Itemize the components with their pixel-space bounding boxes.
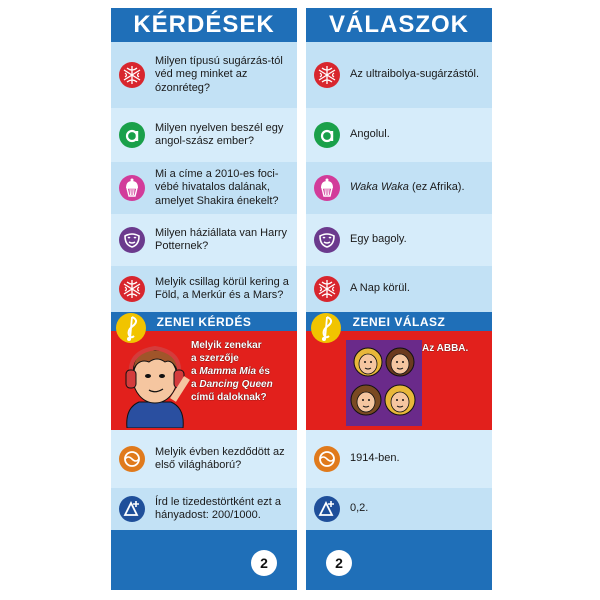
card-header-answers: VÁLASZOK bbox=[306, 8, 492, 42]
cinema-mask-icon bbox=[118, 226, 146, 254]
boy-headphones-illustration bbox=[117, 338, 193, 428]
question-row[interactable] bbox=[111, 488, 297, 530]
math-triangle-icon bbox=[118, 495, 146, 523]
question-text: Melyik csillag körül kering a Föld, a Merkúr és a Mars? bbox=[155, 275, 289, 301]
question-row[interactable] bbox=[111, 108, 297, 162]
music-question-line: a Dancing Queen bbox=[191, 379, 273, 390]
answer-text: Waka Waka (ez Afrika). bbox=[350, 181, 465, 194]
answer-text: Az ultraibolya-sugárzástól. bbox=[350, 68, 480, 81]
answer-row[interactable] bbox=[306, 430, 492, 488]
card-header-questions: KÉRDÉSEK bbox=[111, 8, 297, 42]
answer-text: A Nap körül. bbox=[350, 282, 410, 295]
history-icon bbox=[313, 445, 341, 473]
math-triangle-icon bbox=[313, 495, 341, 523]
music-answer-title: ZENEI VÁLASZ bbox=[306, 312, 492, 331]
music-question-line: a szerzője bbox=[191, 353, 239, 364]
music-note-icon bbox=[310, 312, 342, 344]
question-text: Milyen típusú sugárzás-tól véd meg minket az ózonréteg? bbox=[155, 54, 283, 94]
question-row[interactable] bbox=[111, 266, 297, 312]
music-question-band bbox=[111, 312, 297, 430]
cupcake-icon bbox=[118, 174, 146, 202]
answers-card bbox=[306, 8, 492, 590]
music-question-line: a Mamma Mia és bbox=[191, 366, 270, 377]
music-question-line: Melyik zenekar bbox=[191, 340, 262, 351]
answer-row[interactable] bbox=[306, 214, 492, 266]
card-footer bbox=[306, 530, 492, 590]
abba-band-illustration bbox=[346, 340, 422, 426]
answer-row[interactable] bbox=[306, 42, 492, 108]
answer-text: 0,2. bbox=[350, 502, 369, 515]
question-text: Melyik évben kezdődött az első világháború? bbox=[155, 445, 285, 471]
language-a-icon bbox=[313, 121, 341, 149]
question-row[interactable] bbox=[111, 42, 297, 108]
music-question-line: című daloknak? bbox=[191, 392, 267, 403]
answer-text: 1914-ben. bbox=[350, 452, 400, 465]
globe-web-icon bbox=[313, 61, 341, 89]
question-row[interactable] bbox=[111, 162, 297, 214]
answer-text: Egy bagoly. bbox=[350, 233, 407, 246]
answer-text: Angolul. bbox=[350, 128, 390, 141]
answer-row[interactable] bbox=[306, 108, 492, 162]
music-question-title: ZENEI KÉRDÉS bbox=[111, 312, 297, 331]
question-text: Mi a címe a 2010-es foci-vébé hivatalos dalának, amelyet Shakira énekelt? bbox=[155, 167, 279, 207]
card-footer bbox=[111, 530, 297, 590]
question-text: Írd le tizedestörtként ezt a hányadost: 200/1000. bbox=[155, 495, 281, 521]
cinema-mask-icon bbox=[313, 226, 341, 254]
music-question-text bbox=[191, 339, 273, 404]
page-number-badge: 2 bbox=[251, 550, 277, 576]
answer-row[interactable] bbox=[306, 162, 492, 214]
questions-card bbox=[111, 8, 297, 590]
music-answer-band bbox=[306, 312, 492, 430]
question-text: Milyen nyelven beszél egy angol-szász ember? bbox=[155, 121, 284, 147]
answer-row[interactable] bbox=[306, 488, 492, 530]
music-answer-text: Az ABBA. bbox=[422, 343, 469, 354]
page-number-badge: 2 bbox=[326, 550, 352, 576]
question-row[interactable] bbox=[111, 430, 297, 488]
globe-web-icon bbox=[118, 275, 146, 303]
language-a-icon bbox=[118, 121, 146, 149]
answer-row[interactable] bbox=[306, 266, 492, 312]
globe-web-icon bbox=[313, 275, 341, 303]
question-row[interactable] bbox=[111, 214, 297, 266]
history-icon bbox=[118, 445, 146, 473]
globe-web-icon bbox=[118, 61, 146, 89]
cupcake-icon bbox=[313, 174, 341, 202]
question-text: Milyen háziállata van Harry Potternek? bbox=[155, 226, 288, 252]
